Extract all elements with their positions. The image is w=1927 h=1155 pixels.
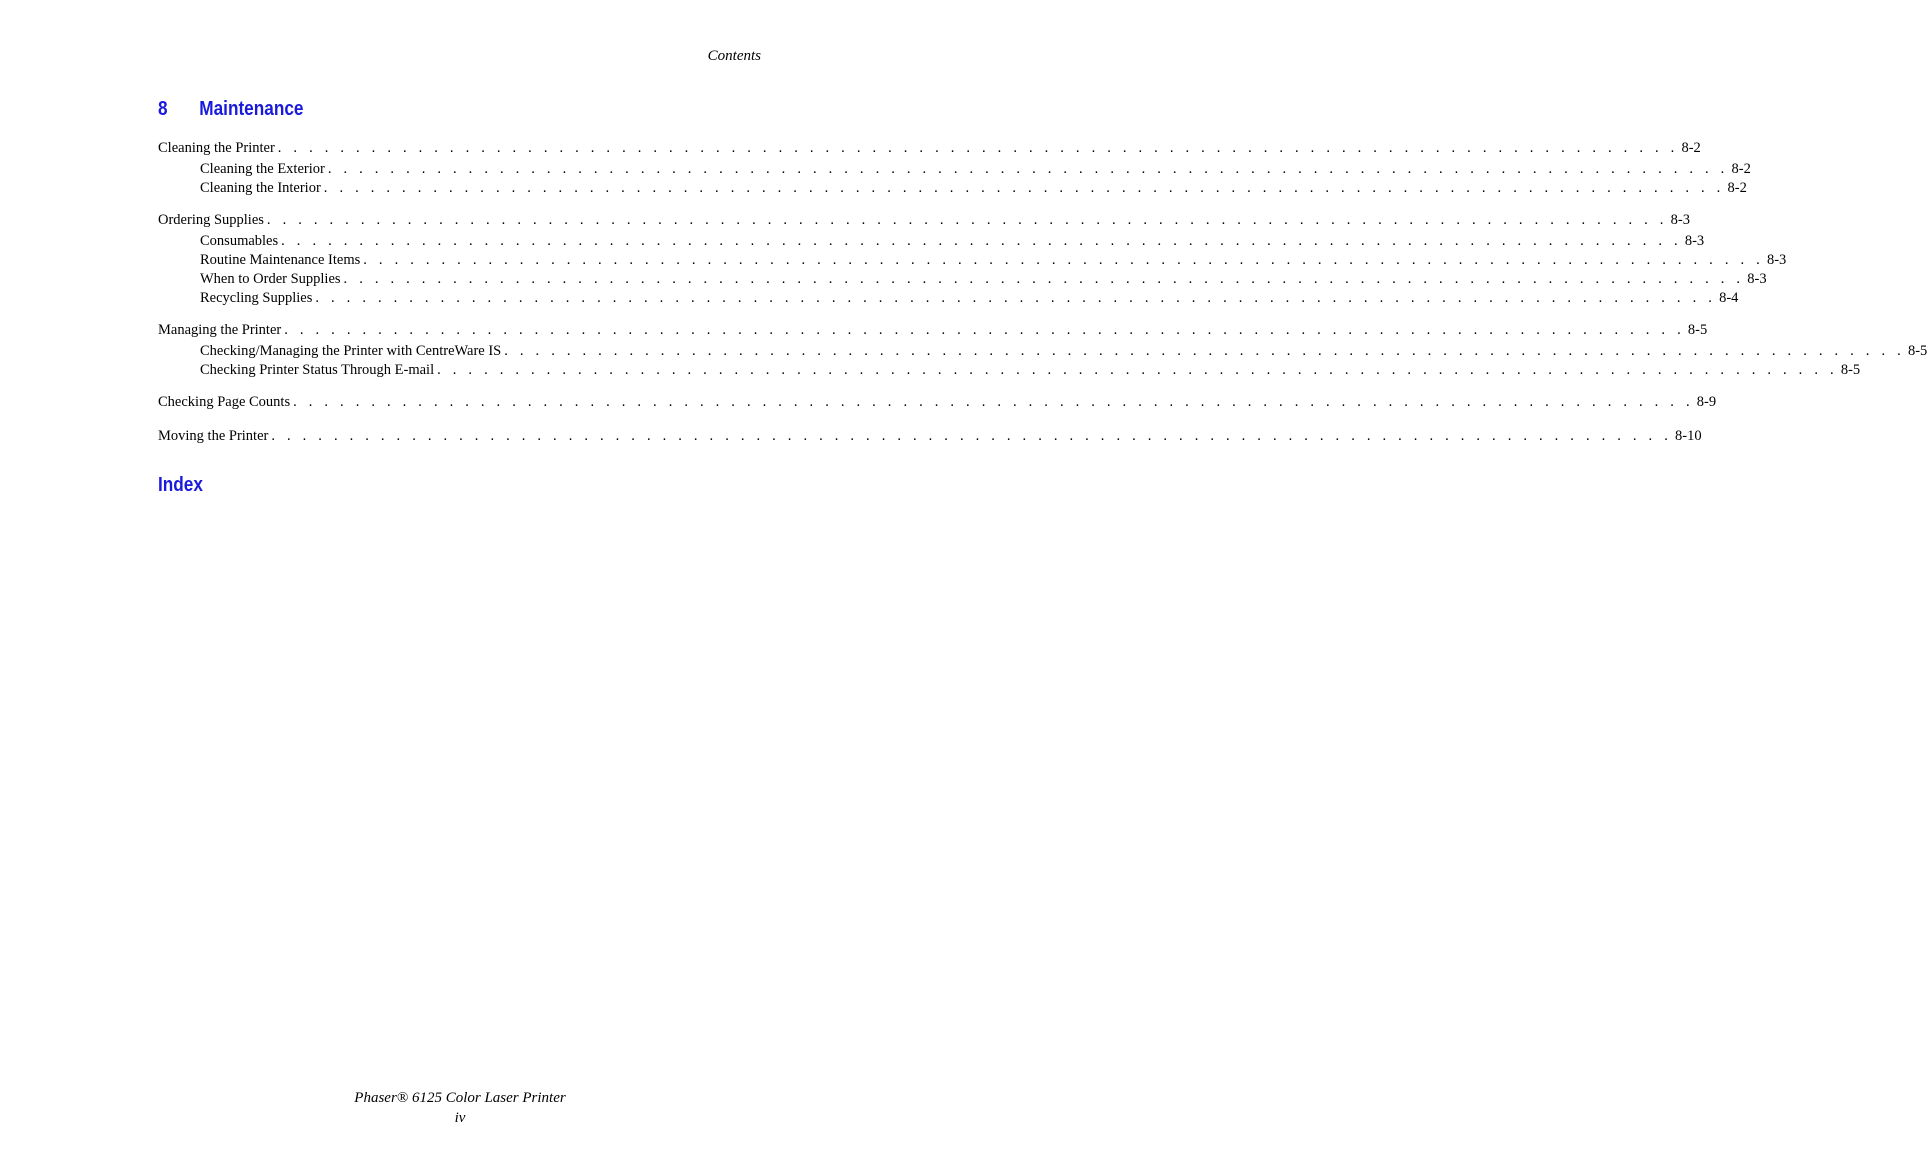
toc-entry-page: 8-3 xyxy=(1684,233,1705,249)
dot-leader: . . . . . . . . . . . . . . . . . . . . . . . . . . . . . . . . . . . . . . . . . . . . . . . . . . . . . . . . . . . . . . . . . . . . . . . . . . . . . . . . . . . . . . . . . . xyxy=(343,271,1745,287)
toc-entry[interactable] xyxy=(158,138,1701,160)
toc-entry-page: 8-5 xyxy=(1840,362,1861,378)
toc-entry-title: Routine Maintenance Items xyxy=(200,252,361,268)
toc-group xyxy=(158,392,1717,414)
dot-leader: . . . . . . . . . . . . . . . . . . . . . . . . . . . . . . . . . . . . . . . . . . . . . . . . . . . . . . . . . . . . . . . . . . . . . . . . . . . . . . . . . . . . . . . . . . xyxy=(437,362,1838,378)
chapter-number: 8 xyxy=(158,98,168,120)
toc-entry-page: 8-2 xyxy=(1731,161,1751,177)
dot-leader: . . . . . . . . . . . . . . . . . . . . . . . . . . . . . . . . . . . . . . . . . . . . . . . . . . . . . . . . . . . . . . . . . . . . . . . . . . . . . . . . . . . . . . . . . . xyxy=(323,180,1725,196)
toc-entry-title: Managing the Printer xyxy=(158,322,282,338)
toc-entry[interactable] xyxy=(158,392,1717,414)
toc-entry-title: Checking Page Counts xyxy=(158,394,291,410)
dot-leader: . . . . . . . . . . . . . . . . . . . . . . . . . . . . . . . . . . . . . . . . . . . . . . . . . . . . . . . . . . . . . . . . . . . . . . . . . . . . . . . . . . . . . . . . . . xyxy=(293,394,1694,410)
toc-subentry[interactable] xyxy=(158,270,1767,289)
toc-entry-title: Checking/Managing the Printer with CentreWare IS xyxy=(200,343,502,359)
toc-subentry[interactable] xyxy=(158,232,1705,251)
toc-entry-page: 8-5 xyxy=(1687,322,1708,338)
toc-subentry[interactable] xyxy=(158,160,1751,179)
dot-leader: . . . . . . . . . . . . . . . . . . . . . . . . . . . . . . . . . . . . . . . . . . . . . . . . . . . . . . . . . . . . . . . . . . . . . . . . . . . . . . . . . . . . . . . . . . xyxy=(277,140,1679,156)
toc-group xyxy=(158,138,1751,198)
toc-entry[interactable] xyxy=(158,426,1702,448)
dot-leader: . . . . . . . . . . . . . . . . . . . . . . . . . . . . . . . . . . . . . . . . . . . . . . . . . . . . . . . . . . . . . . . . . . . . . . . . . . . . . . . . . . . . . . . . . . xyxy=(284,322,1685,338)
chapter-title: Maintenance xyxy=(199,98,304,120)
dot-leader: . . . . . . . . . . . . . . . . . . . . . . . . . . . . . . . . . . . . . . . . . . . . . . . . . . . . . . . . . . . . . . . . . . . . . . . . . . . . . . . . . . . . . . . . . . xyxy=(315,290,1717,306)
toc-entry[interactable] xyxy=(158,210,1690,232)
toc-entry-title: Ordering Supplies xyxy=(158,212,264,228)
dot-leader: . . . . . . . . . . . . . . . . . . . . . . . . . . . . . . . . . . . . . . . . . . . . . . . . . . . . . . . . . . . . . . . . . . . . . . . . . . . . . . . . . . . . . . . . . . xyxy=(266,212,1668,228)
toc-entry-title: Checking Printer Status Through E-mail xyxy=(200,362,435,378)
toc-entry-page: 8-3 xyxy=(1670,212,1690,228)
footer-product-name: Phaser® 6125 Color Laser Printer xyxy=(354,1090,566,1106)
toc-entry-title: Cleaning the Printer xyxy=(158,140,275,156)
dot-leader: . . . . . . . . . . . . . . . . . . . . . . . . . . . . . . . . . . . . . . . . . . . . . . . . . . . . . . . . . . . . . . . . . . . . . . . . . . . . . . . . . . . . . . . . . . xyxy=(271,428,1673,444)
toc-entry-title: Consumables xyxy=(200,233,279,249)
toc-entry-title: Cleaning the Exterior xyxy=(200,161,325,177)
running-header: Contents xyxy=(707,48,761,64)
toc-entry-page: 8-2 xyxy=(1727,180,1747,196)
toc-subentry[interactable] xyxy=(158,179,1747,198)
toc-group xyxy=(158,320,1927,380)
dot-leader: . . . . . . . . . . . . . . . . . . . . . . . . . . . . . . . . . . . . . . . . . . . . . . . . . . . . . . . . . . . . . . . . . . . . . . . . . . . . . . . . . . . . . . . . . . xyxy=(281,233,1682,249)
page-footer xyxy=(0,1088,920,1128)
toc-subentry[interactable] xyxy=(158,342,1927,361)
toc-entry-title: Cleaning the Interior xyxy=(200,180,321,196)
chapter-heading[interactable] xyxy=(158,98,303,121)
toc-entry-title: When to Order Supplies xyxy=(200,271,341,287)
toc-entry-page: 8-10 xyxy=(1675,428,1702,444)
toc-entry-title: Moving the Printer xyxy=(158,428,269,444)
toc-entry-page: 8-3 xyxy=(1747,271,1767,287)
toc-entry-page: 8-5 xyxy=(1907,343,1927,359)
toc-subentry[interactable] xyxy=(158,251,1787,270)
toc-entry[interactable] xyxy=(158,320,1708,342)
footer-page-number: iv xyxy=(454,1110,466,1126)
toc-subentry[interactable] xyxy=(158,361,1861,380)
toc-entry-title: Recycling Supplies xyxy=(200,290,313,306)
toc-entry-page: 8-3 xyxy=(1766,252,1787,268)
toc-entry-page: 8-4 xyxy=(1719,290,1739,306)
dot-leader: . . . . . . . . . . . . . . . . . . . . . . . . . . . . . . . . . . . . . . . . . . . . . . . . . . . . . . . . . . . . . . . . . . . . . . . . . . . . . . . . . . . . . . . . . . xyxy=(504,343,1905,359)
toc-group xyxy=(158,210,1787,308)
toc-entry-page: 8-2 xyxy=(1681,140,1701,156)
table-of-contents xyxy=(158,138,1927,460)
index-heading[interactable]: Index xyxy=(158,474,203,496)
toc-entry-page: 8-9 xyxy=(1696,394,1717,410)
toc-group xyxy=(158,426,1702,448)
toc-subentry[interactable] xyxy=(158,289,1739,308)
dot-leader: . . . . . . . . . . . . . . . . . . . . . . . . . . . . . . . . . . . . . . . . . . . . . . . . . . . . . . . . . . . . . . . . . . . . . . . . . . . . . . . . . . . . . . . . . . xyxy=(327,161,1729,177)
dot-leader: . . . . . . . . . . . . . . . . . . . . . . . . . . . . . . . . . . . . . . . . . . . . . . . . . . . . . . . . . . . . . . . . . . . . . . . . . . . . . . . . . . . . . . . . . . xyxy=(363,252,1764,268)
